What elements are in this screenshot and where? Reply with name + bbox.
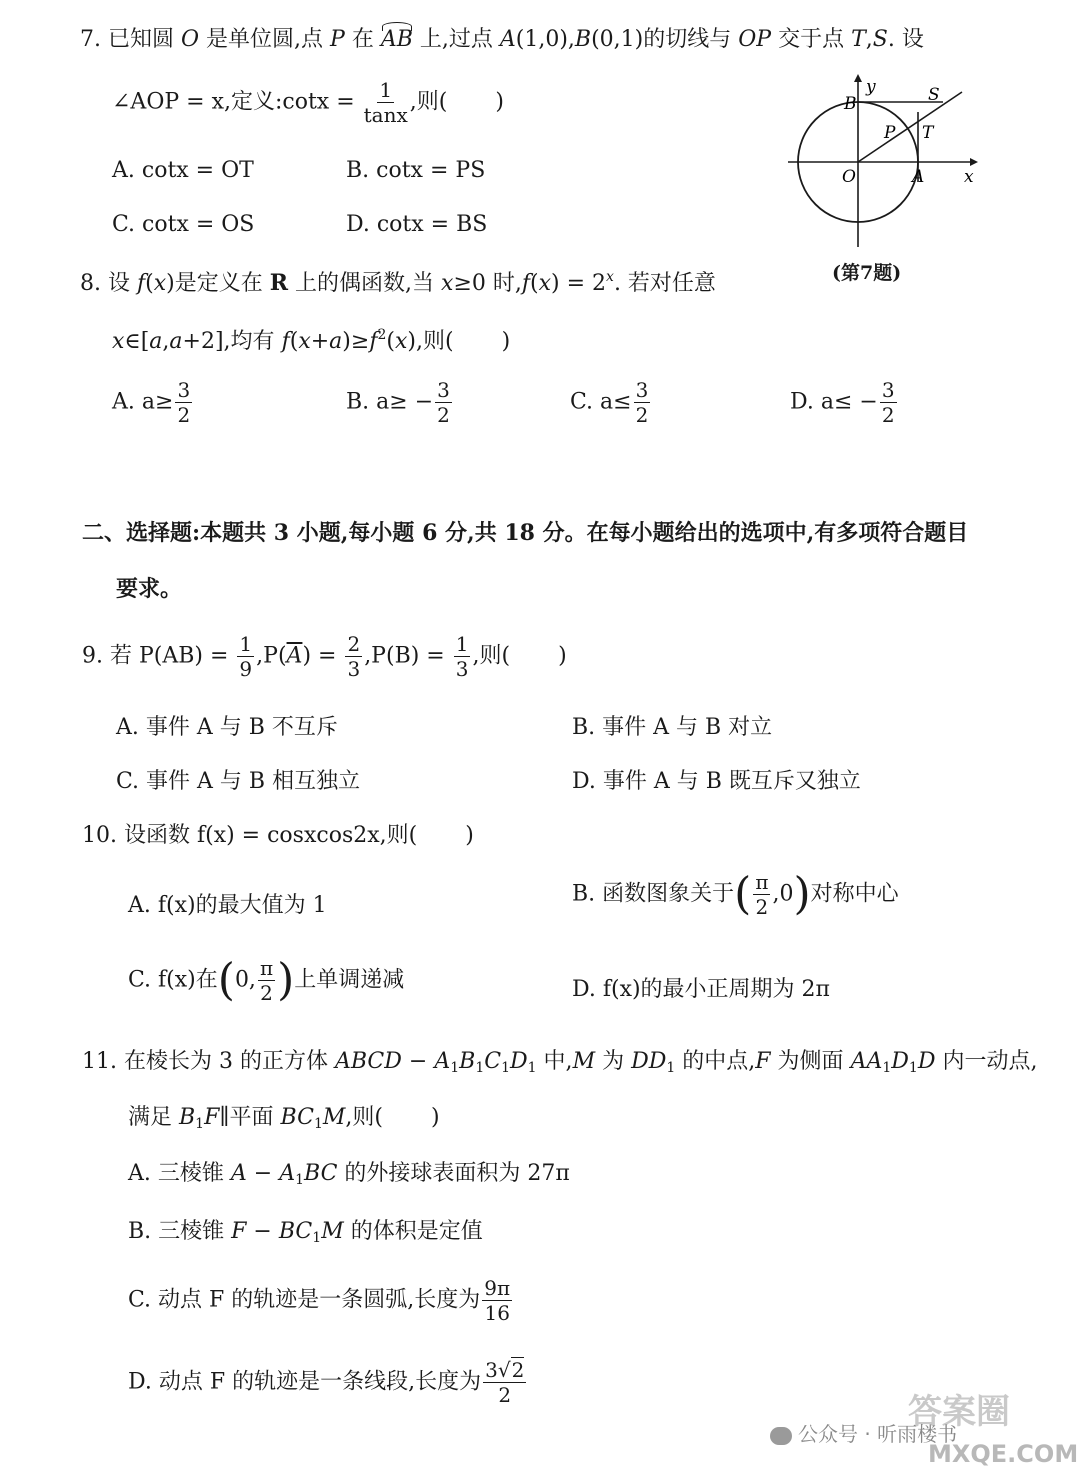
q7-option-c: C. cotx = OS (112, 212, 255, 237)
q11-opt-c-den: 16 (484, 1301, 510, 1325)
label-a: A (912, 167, 925, 187)
q8-option-a (112, 380, 194, 425)
q10-option-b: B. 函数图象关于( $\frac{\pi}{2}$ ,0)对称中心 (572, 868, 899, 920)
q8-opt-d-num: 3 (881, 378, 895, 402)
q11-line2: 满足 $B_1F\parallel$平面 $BC_1M$,则( ) (128, 1105, 440, 1132)
wechat-icon (770, 1427, 792, 1445)
q10-opt-b-post: 对称中心 (810, 881, 899, 907)
q7-frac (364, 80, 408, 125)
wechat-text: 公众号 · 听雨楼书 (798, 1422, 958, 1446)
q11-line1: 11. 在棱长为 3 的正方体 ABCD − $A_1B_1C_1D_1$ 中,M 为 $DD_1$ 的中点,F 为侧面 $AA_1D_1D$ 内一动点, (82, 1049, 1038, 1076)
q9-frac1 (237, 634, 254, 679)
q9-option-b: B. 事件 A 与 B 对立 (572, 715, 773, 740)
q7-frac-num: 1 (379, 78, 393, 102)
q10-opt-c-frac (258, 958, 275, 1003)
q10-stem (82, 818, 474, 849)
q7-line1-a: 7. 已知圆 O 是单位圆,点 P 在 AB 上,过点 A(1,0),B(0,1)的切线与 OP 交于点 T,S. 设 (80, 27, 924, 52)
q10-opt-b-pre: B. 函数图象关于 (572, 881, 735, 907)
q8-opt-b-den: 2 (437, 403, 450, 427)
q10-opt-b-num: π (755, 870, 769, 894)
y-axis-arrow (854, 74, 862, 82)
q10-opt-c-den: 2 (260, 981, 273, 1005)
q8-opt-d-frac (880, 380, 897, 425)
q10-opt-b-mid: ,0 (772, 881, 794, 907)
q8-opt-a-num: 3 (177, 378, 191, 402)
q7-frac-den: tanx (363, 103, 408, 127)
q10-option-a: A. f(x)的最大值为 1 (128, 893, 327, 918)
section2-heading-cont: 要求。 (116, 576, 183, 602)
q9-close: ) (558, 643, 567, 669)
q8-opt-a-den: 2 (177, 403, 191, 427)
label-t: T (922, 123, 934, 143)
q9-frac3 (454, 634, 471, 679)
label-o: O (842, 167, 856, 187)
label-p: P (884, 123, 896, 143)
q10-opt-c-pre: C. f(x)在 (128, 967, 218, 993)
q11-option-a: A. 三棱锥 $A - A_1BC$ 的外接球表面积为 27π (128, 1161, 570, 1188)
q9-f1-num: 1 (239, 632, 253, 656)
label-s: S (928, 85, 940, 105)
q8-opt-c-frac (634, 380, 651, 425)
q9-mid3: ,P(B) = (364, 643, 452, 669)
q11-option-d (128, 1360, 528, 1405)
q9-post: ,则( (472, 643, 511, 669)
q9-frac2 (345, 634, 362, 679)
q8-opt-a-frac (175, 380, 192, 425)
q11-opt-d-pre: D. 动点 F 的轨迹是一条线段,长度为 (128, 1369, 482, 1395)
q8-opt-c-text: C. a≤ (570, 389, 632, 415)
q11-option-c (128, 1278, 514, 1323)
q10-opt-b-frac (753, 872, 770, 917)
q8-option-b (346, 380, 454, 425)
q9-stem (82, 634, 567, 679)
q9-f1-den: 9 (239, 657, 253, 681)
label-b: B (844, 94, 857, 114)
q7-then: ,则( (409, 89, 448, 115)
q8-opt-a-text: A. a≥ (112, 389, 174, 415)
q9-f2-den: 3 (347, 657, 361, 681)
q10-opt-c-post: 上单调递减 (294, 967, 405, 993)
q8-opt-b-frac (435, 380, 452, 425)
q8-opt-b-num: 3 (437, 378, 450, 402)
q9-a-bar: $\overline{A}$ (286, 643, 303, 669)
q9-f3-den: 3 (455, 657, 469, 681)
q10-option-d: D. f(x)的最小正周期为 2π (572, 977, 831, 1002)
q8-opt-d-text: D. a≤ − (790, 389, 878, 415)
q11-opt-c-pre: C. 动点 F 的轨迹是一条圆弧,长度为 (128, 1287, 481, 1313)
q11-opt-d-num: 3√2 (485, 1358, 525, 1382)
watermark-logo: 答案圈 (908, 1392, 1010, 1432)
q8-opt-c-den: 2 (635, 403, 649, 427)
q9-pre: 9. 若 P(AB) = (82, 643, 236, 669)
q7-line2 (112, 80, 504, 125)
q11-opt-d-coef: 3 (485, 1358, 498, 1382)
q8-line2: x∈[a,a+2],均有 $f(x+a)\ge f^2(x)$,则( ) (112, 327, 511, 354)
q7-close-paren: ) (495, 89, 504, 115)
q10-option-c: C. f(x)在(0, $\frac{\pi}{2}$ )上单调递减 (128, 954, 405, 1006)
q9-option-c: C. 事件 A 与 B 相互独立 (116, 769, 361, 794)
q7-option-a: A. cotx = OT (112, 158, 254, 183)
q7-line1 (80, 22, 924, 53)
q8-opt-b-text: B. a≥ − (346, 389, 434, 415)
q9-option-d: D. 事件 A 与 B 既互斥又独立 (572, 769, 861, 794)
label-y: y (866, 77, 876, 97)
q7-figure-caption: (第7题) (832, 262, 902, 284)
label-x: x (964, 167, 974, 187)
q9-f3-num: 1 (455, 632, 469, 656)
q11-option-b: B. 三棱锥 $F - BC_1M$ 的体积是定值 (128, 1219, 483, 1246)
x-axis-arrow (970, 158, 978, 166)
q7-option-b: B. cotx = PS (346, 158, 486, 183)
q7-unit-circle-figure (778, 72, 978, 252)
q7-cot-def: ∠AOP = x,定义:cotx = (112, 89, 362, 115)
q8-opt-d-den: 2 (881, 403, 895, 427)
q7-option-d: D. cotx = BS (346, 212, 488, 237)
q11-opt-c-num: 9π (484, 1276, 511, 1300)
q9-option-a: A. 事件 A 与 B 不互斥 (116, 715, 338, 740)
q10-close: ) (465, 823, 474, 848)
q8-opt-c-num: 3 (635, 378, 649, 402)
section2-heading: 二、选择题:本题共 3 小题,每小题 6 分,共 18 分。在每小题给出的选项中,有多项符合题目 (82, 520, 969, 546)
q11-opt-c-frac (482, 1278, 512, 1323)
site-watermark: MXQE.COM (928, 1440, 1079, 1468)
q8-option-c (570, 380, 652, 425)
q8-option-d (790, 380, 899, 425)
q10-opt-c-zero: 0, (234, 967, 256, 993)
q9-f2-num: 2 (347, 632, 361, 656)
q8-line1: 8. 设 f(x)是定义在 R 上的偶函数,当 x≥0 时$,f(x) = 2^x$. 若对任意 (80, 269, 716, 296)
q9-mid1: ,P( (256, 643, 287, 669)
q10-opt-c-num: π (259, 956, 274, 980)
q10-opt-b-den: 2 (755, 895, 769, 919)
q11-opt-d-den: 2 (498, 1383, 512, 1407)
q11-opt-d-root: 2 (511, 1358, 525, 1382)
q10-stem-text: 10. 设函数 f(x) = cosxcos2x,则( (82, 823, 418, 848)
q11-opt-d-frac (483, 1360, 526, 1405)
q9-mid2: ) = (302, 643, 344, 669)
